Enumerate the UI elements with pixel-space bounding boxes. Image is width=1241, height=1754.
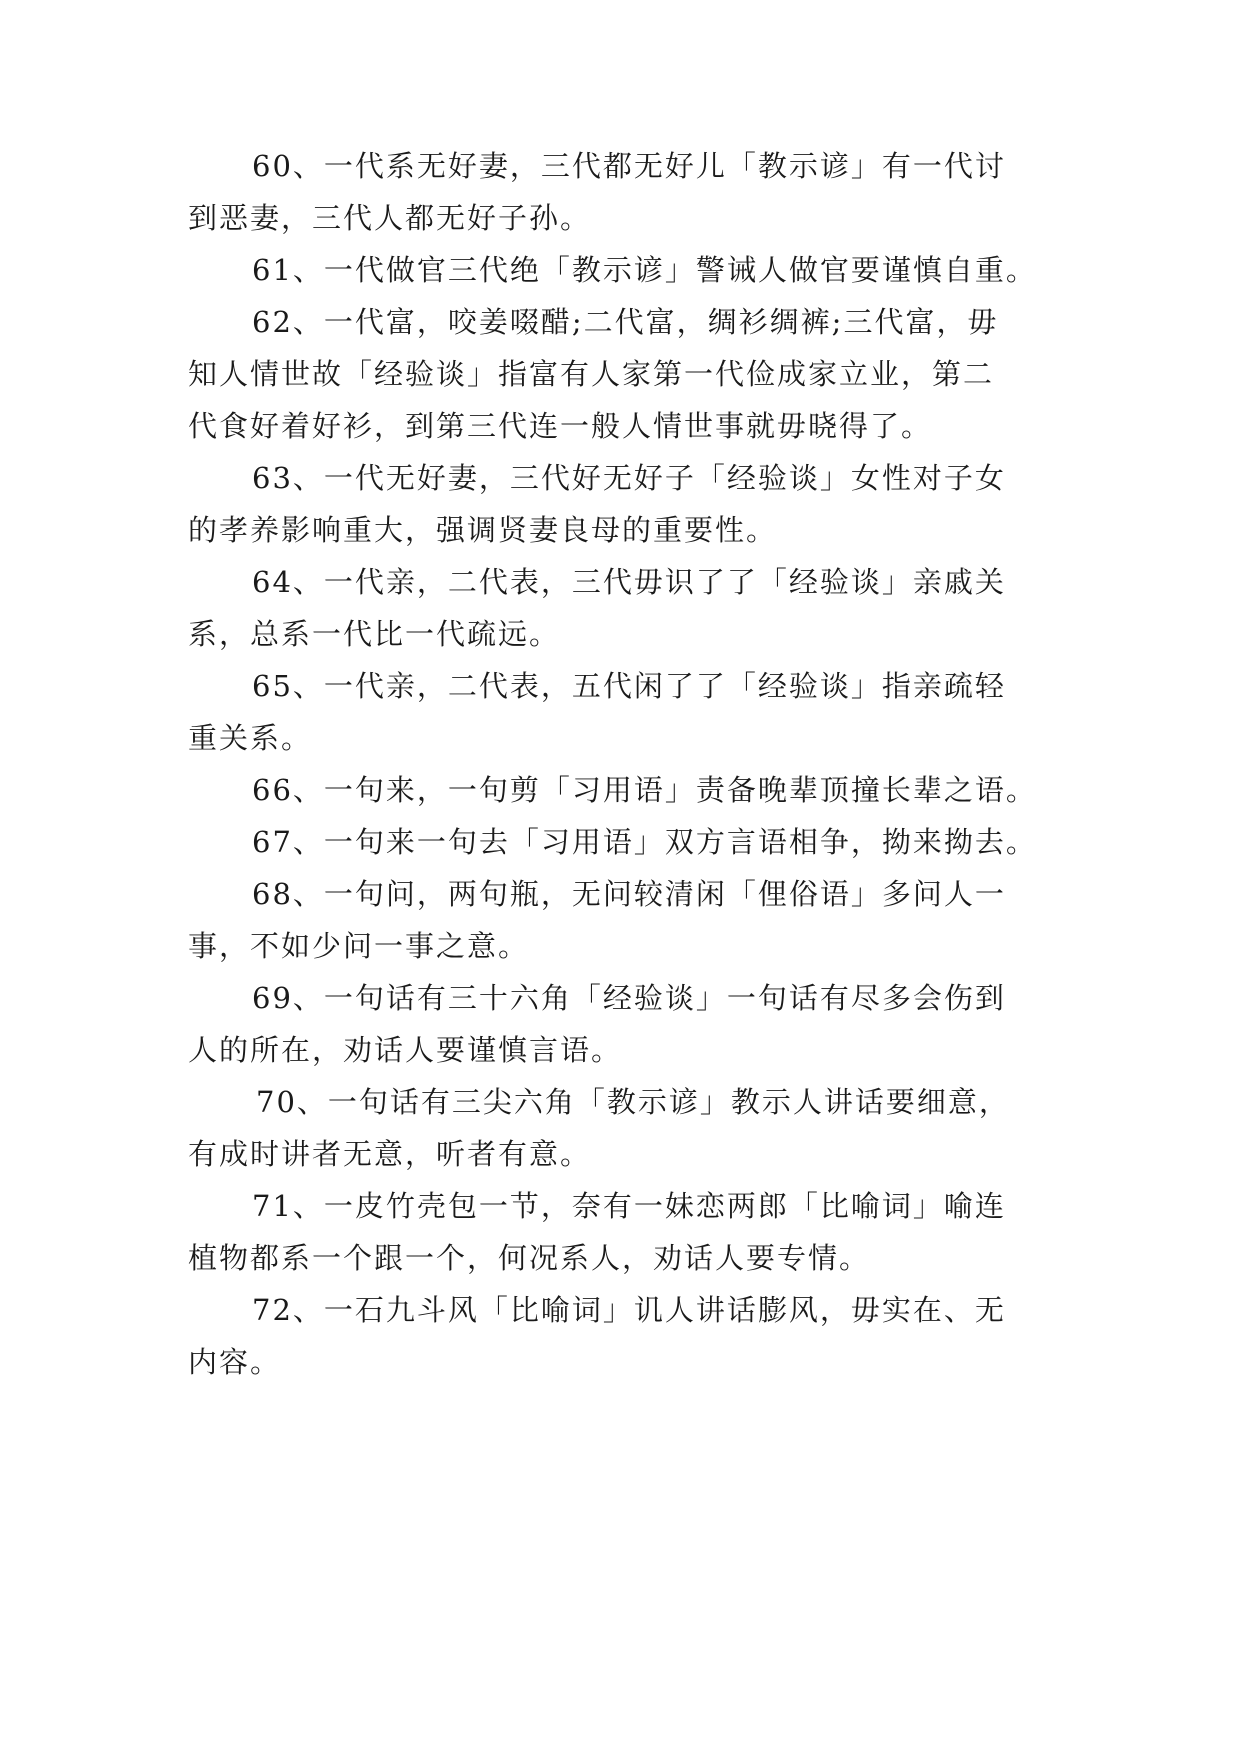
entry-69-line-2: 人的所在，劝话人要谨慎言语。 xyxy=(188,1033,623,1067)
entry-72-line-2: 内容。 xyxy=(188,1345,282,1379)
entry-68-line-1: 68、一句问，两句瓶，无问较清闲「俚俗语」多问人一 xyxy=(252,877,1006,911)
entry-64-line-1: 64、一代亲，二代表，三代毋识了了「经验谈」亲戚关 xyxy=(252,565,1006,599)
entry-62-line-3: 代食好着好衫，到第三代连一般人情世事就毋晓得了。 xyxy=(188,409,933,443)
entry-62-line-1: 62、一代富，咬姜啜醋;二代富，绸衫绸裤;三代富，毋 xyxy=(252,305,999,339)
entry-62-line-2: 知人情世故「经验谈」指富有人家第一代俭成家立业，第二 xyxy=(188,357,995,391)
entry-70-line-1: 70、一句话有三尖六角「教示谚」教示人讲话要细意， xyxy=(256,1085,1010,1119)
entry-60-line-2: 到恶妻，三代人都无好子孙。 xyxy=(188,201,592,235)
entry-69-line-1: 69、一句话有三十六角「经验谈」一句话有尽多会伤到 xyxy=(252,981,1006,1015)
entry-70-line-2: 有成时讲者无意，听者有意。 xyxy=(188,1137,592,1171)
entry-63-line-2: 的孝养影响重大，强调贤妻良母的重要性。 xyxy=(188,513,778,547)
entry-71-line-1: 71、一皮竹壳包一节，奈有一妹恋两郎「比喻词」喻连 xyxy=(252,1189,1006,1223)
entry-71-line-2: 植物都系一个跟一个，何况系人，劝话人要专情。 xyxy=(188,1241,871,1275)
entry-65-line-1: 65、一代亲，二代表，五代闲了了「经验谈」指亲疏轻 xyxy=(252,669,1006,703)
entry-64-line-2: 系，总系一代比一代疏远。 xyxy=(188,617,561,651)
entry-65-line-2: 重关系。 xyxy=(188,721,313,755)
entry-63-line-1: 63、一代无好妻，三代好无好子「经验谈」女性对子女 xyxy=(252,461,1006,495)
entry-67-line-1: 67、一句来一句去「习用语」双方言语相争，拗来拗去。 xyxy=(252,825,1037,859)
entry-61-line-1: 61、一代做官三代绝「教示谚」警诫人做官要谨慎自重。 xyxy=(252,253,1037,287)
entry-72-line-1: 72、一石九斗风「比喻词」讥人讲话膨风，毋实在、无 xyxy=(252,1293,1006,1327)
entry-68-line-2: 事，不如少问一事之意。 xyxy=(188,929,530,963)
entry-66-line-1: 66、一句来，一句剪「习用语」责备晚辈顶撞长辈之语。 xyxy=(252,773,1037,807)
entry-60-line-1: 60、一代系无好妻，三代都无好儿「教示谚」有一代讨 xyxy=(252,149,1006,183)
